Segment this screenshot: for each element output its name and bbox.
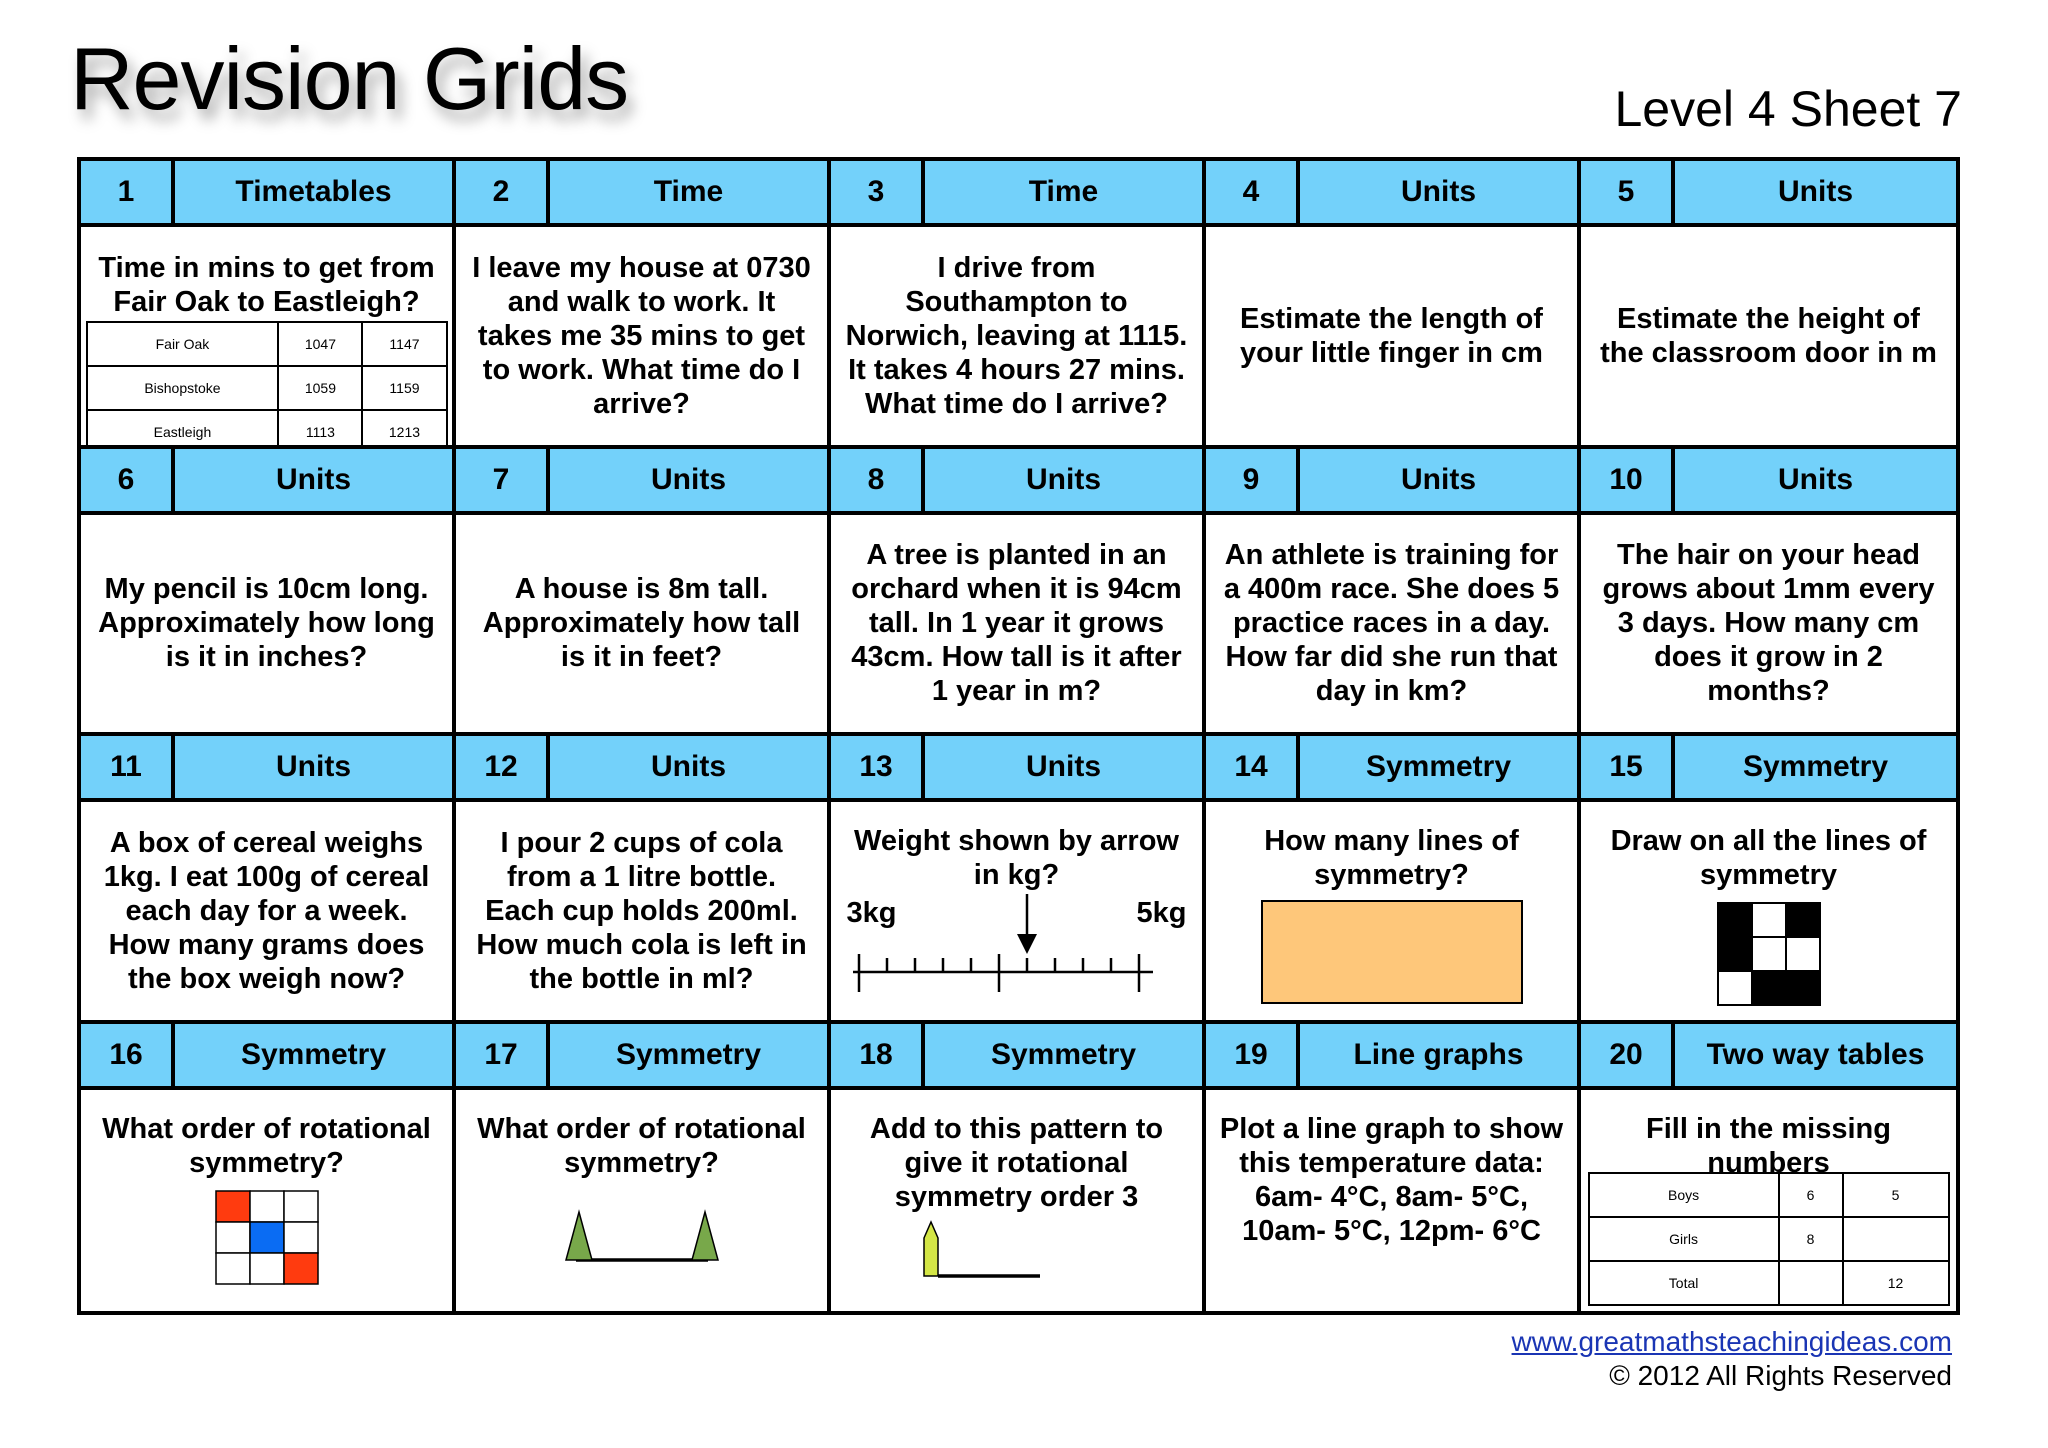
cell-header: [1206, 736, 1577, 802]
question-topic: Time: [1028, 175, 1099, 208]
question-topic: Units: [1778, 462, 1853, 496]
question-text: The hair on your head grows about 1mm every 3 days. How many cm does it grow in 2 months?: [1602, 539, 1935, 708]
question-text: An athlete is training for a 400m race. She does 5 practice races in a day. How far did she run that day in km?: [1223, 539, 1560, 708]
question-topic: Units: [651, 750, 726, 783]
question-number: 7: [456, 449, 550, 511]
cell-header: [831, 449, 1202, 515]
question-cell-13: [831, 736, 1206, 1024]
question-cell-11: [81, 736, 456, 1024]
question-topic: Symmetry: [615, 1037, 762, 1071]
question-text: A house is 8m tall. Approximately how tall is it in feet?: [482, 573, 801, 674]
weight-scale: [847, 892, 1187, 1002]
question-topic: Line graphs: [1353, 1037, 1524, 1071]
cell-body: [81, 1090, 452, 1312]
question-text: Weight shown by arrow in kg?: [854, 825, 1179, 891]
table-cell: 1059: [278, 366, 362, 410]
cell-header: [1581, 449, 1956, 515]
table-cell: 6: [1779, 1173, 1843, 1217]
table-row: [87, 322, 447, 366]
question-topic: Two way tables: [1706, 1037, 1925, 1071]
rectangle-shape: [1261, 900, 1523, 1004]
question-topic: Units: [1778, 175, 1853, 208]
revision-grid: [77, 157, 1960, 1315]
question-cell-17: [456, 1024, 831, 1312]
cell-header: [1581, 736, 1956, 802]
table-cell: Fair Oak: [87, 322, 279, 366]
question-topic: Units: [1401, 462, 1476, 496]
cell-body: [1581, 1090, 1956, 1312]
table-cell: Boys: [1589, 1173, 1779, 1217]
cell-header: [456, 449, 827, 515]
question-topic: Units: [651, 462, 726, 496]
cell-body: [456, 515, 827, 733]
table-cell: 1113: [278, 410, 362, 449]
table-row: [1589, 1261, 1949, 1305]
table-cell: 1213: [362, 410, 446, 449]
question-number: 2: [456, 161, 550, 223]
question-topic: Units: [1026, 462, 1101, 496]
question-text: A box of cereal weighs 1kg. I eat 100g of cereal each day for a week. How many grams does the box weigh now?: [103, 826, 430, 995]
question-cell-7: [456, 449, 831, 737]
cell-body: [1206, 515, 1577, 733]
question-text: Estimate the height of the classroom door in m: [1600, 302, 1937, 369]
sheet-label: Level 4 Sheet 7: [1614, 81, 1962, 137]
cell-body: [81, 515, 452, 733]
cell-body: [1206, 1090, 1577, 1312]
question-topic: Symmetry: [240, 1037, 387, 1071]
website-link[interactable]: www.greatmathsteachingideas.com: [1511, 1326, 1952, 1357]
scale-right-label: 5kg: [1136, 897, 1187, 929]
question-cell-10: [1581, 449, 1956, 737]
timetable: [86, 321, 448, 449]
page-title: Revision Grids: [70, 29, 629, 128]
question-topic: Units: [1026, 750, 1101, 783]
black-white-grid-shape: [1717, 902, 1821, 1006]
table-cell: 12: [1843, 1261, 1949, 1305]
table-row: [87, 410, 447, 449]
question-number: 16: [81, 1024, 175, 1086]
question-cell-20: [1581, 1024, 1956, 1312]
cell-body: [456, 1090, 827, 1312]
question-cell-8: [831, 449, 1206, 737]
scale-ruler: [847, 892, 1187, 1002]
question-text: Draw on all the lines of symmetry: [1610, 825, 1927, 891]
table-cell: Bishopstoke: [87, 366, 279, 410]
question-number: 20: [1581, 1024, 1675, 1086]
cell-header: [81, 161, 452, 227]
table-cell: 1147: [362, 322, 446, 366]
question-cell-6: [81, 449, 456, 737]
table-cell: [1843, 1217, 1949, 1261]
table-cell: Girls: [1589, 1217, 1779, 1261]
question-number: 10: [1581, 449, 1675, 511]
question-text: What order of rotational symmetry?: [102, 1112, 431, 1179]
question-topic: Units: [1401, 175, 1476, 208]
arrow-down-icon: [1017, 934, 1037, 954]
question-text: Time in mins to get from Fair Oak to Eastleigh?: [98, 252, 435, 318]
cell-body: [1581, 227, 1956, 445]
table-cell: 8: [1779, 1217, 1843, 1261]
question-text: How many lines of symmetry?: [1264, 825, 1519, 891]
table-cell: 5: [1843, 1173, 1949, 1217]
question-text: A tree is planted in an orchard when it is 94cm tall. In 1 year it grows 43cm. How tall is it after 1 year in m?: [851, 539, 1182, 708]
table-cell: 1047: [278, 322, 362, 366]
question-cell-19: [1206, 1024, 1581, 1312]
scale-left-label: 3kg: [846, 897, 897, 929]
question-number: 19: [1206, 1024, 1300, 1086]
table-cell: Total: [1589, 1261, 1779, 1305]
question-number: 14: [1206, 736, 1300, 798]
question-number: 13: [831, 736, 925, 798]
question-topic: Units: [276, 750, 351, 783]
question-cell-1: [81, 161, 456, 449]
question-topic: Symmetry: [1742, 750, 1889, 783]
question-text: Add to this pattern to give it rotational symmetry order 3: [869, 1112, 1164, 1213]
cell-body: [456, 227, 827, 445]
question-text: My pencil is 10cm long. Approximately how long is it in inches?: [98, 573, 435, 674]
question-topic: Timetables: [235, 175, 392, 208]
question-topic: Units: [276, 462, 351, 496]
triangles-shape: [562, 1202, 722, 1266]
colored-grid-shape: [215, 1190, 319, 1286]
cell-body: [81, 802, 452, 1020]
cell-body: [1206, 227, 1577, 445]
question-number: 11: [81, 736, 175, 798]
question-text: Estimate the length of your little finger in cm: [1240, 302, 1543, 369]
two-way-table: [1588, 1172, 1950, 1306]
cell-header: [81, 736, 452, 802]
cell-header: [1206, 161, 1577, 227]
cell-body: [1206, 802, 1577, 1020]
table-row: [87, 366, 447, 410]
question-number: 6: [81, 449, 175, 511]
cell-header: [81, 449, 452, 515]
question-number: 3: [831, 161, 925, 223]
question-text: I drive from Southampton to Norwich, leaving at 1115. It takes 4 hours 27 mins. What time do I arrive?: [845, 251, 1188, 420]
table-cell: Eastleigh: [87, 410, 279, 449]
cell-body: [1581, 802, 1956, 1020]
cell-header: [1206, 449, 1577, 515]
question-text: Plot a line graph to show this temperature data: 6am- 4°C, 8am- 5°C, 10am- 5°C, 12pm- 6°C: [1219, 1112, 1564, 1247]
question-topic: Symmetry: [990, 1037, 1137, 1071]
question-cell-5: [1581, 161, 1956, 449]
cell-header: [831, 161, 1202, 227]
cell-header: [456, 736, 827, 802]
question-cell-3: [831, 161, 1206, 449]
cell-body: [81, 227, 452, 449]
question-cell-18: [831, 1024, 1206, 1312]
question-number: 4: [1206, 161, 1300, 223]
table-cell: [1779, 1261, 1843, 1305]
question-number: 1: [81, 161, 175, 223]
cell-body: [456, 802, 827, 1020]
question-cell-12: [456, 736, 831, 1024]
cell-header: [1206, 1024, 1577, 1090]
question-topic: Time: [653, 175, 724, 208]
cell-body: [831, 515, 1202, 733]
cell-body: [831, 227, 1202, 445]
pattern-shape: [852, 1218, 1182, 1282]
question-text: I leave my house at 0730 and walk to work. It takes me 35 mins to get to work. What time do I arrive?: [472, 251, 811, 420]
cell-header: [831, 736, 1202, 802]
question-topic: Symmetry: [1365, 750, 1512, 783]
copyright-text: © 2012 All Rights Reserved: [1609, 1360, 1952, 1391]
table-row: [1589, 1217, 1949, 1261]
cell-header: [456, 161, 827, 227]
question-number: 15: [1581, 736, 1675, 798]
table-row: [1589, 1173, 1949, 1217]
question-number: 17: [456, 1024, 550, 1086]
cell-header: [1581, 161, 1956, 227]
question-cell-15: [1581, 736, 1956, 1024]
question-text: I pour 2 cups of cola from a 1 litre bottle. Each cup holds 200ml. How much cola is left in the bottle in ml?: [476, 826, 807, 995]
question-cell-16: [81, 1024, 456, 1312]
question-cell-14: [1206, 736, 1581, 1024]
table-cell: 1159: [362, 366, 446, 410]
question-text: What order of rotational symmetry?: [477, 1112, 806, 1179]
cell-header: [456, 1024, 827, 1090]
question-number: 12: [456, 736, 550, 798]
question-number: 5: [1581, 161, 1675, 223]
question-cell-2: [456, 161, 831, 449]
question-cell-9: [1206, 449, 1581, 737]
cell-body: [831, 802, 1202, 1020]
question-number: 9: [1206, 449, 1300, 511]
cell-header: [81, 1024, 452, 1090]
question-number: 18: [831, 1024, 925, 1086]
question-text: Fill in the missing numbers: [1646, 1112, 1891, 1179]
cell-header: [831, 1024, 1202, 1090]
cell-body: [1581, 515, 1956, 733]
cell-header: [1581, 1024, 1956, 1090]
cell-body: [831, 1090, 1202, 1312]
question-number: 8: [831, 449, 925, 511]
question-cell-4: [1206, 161, 1581, 449]
